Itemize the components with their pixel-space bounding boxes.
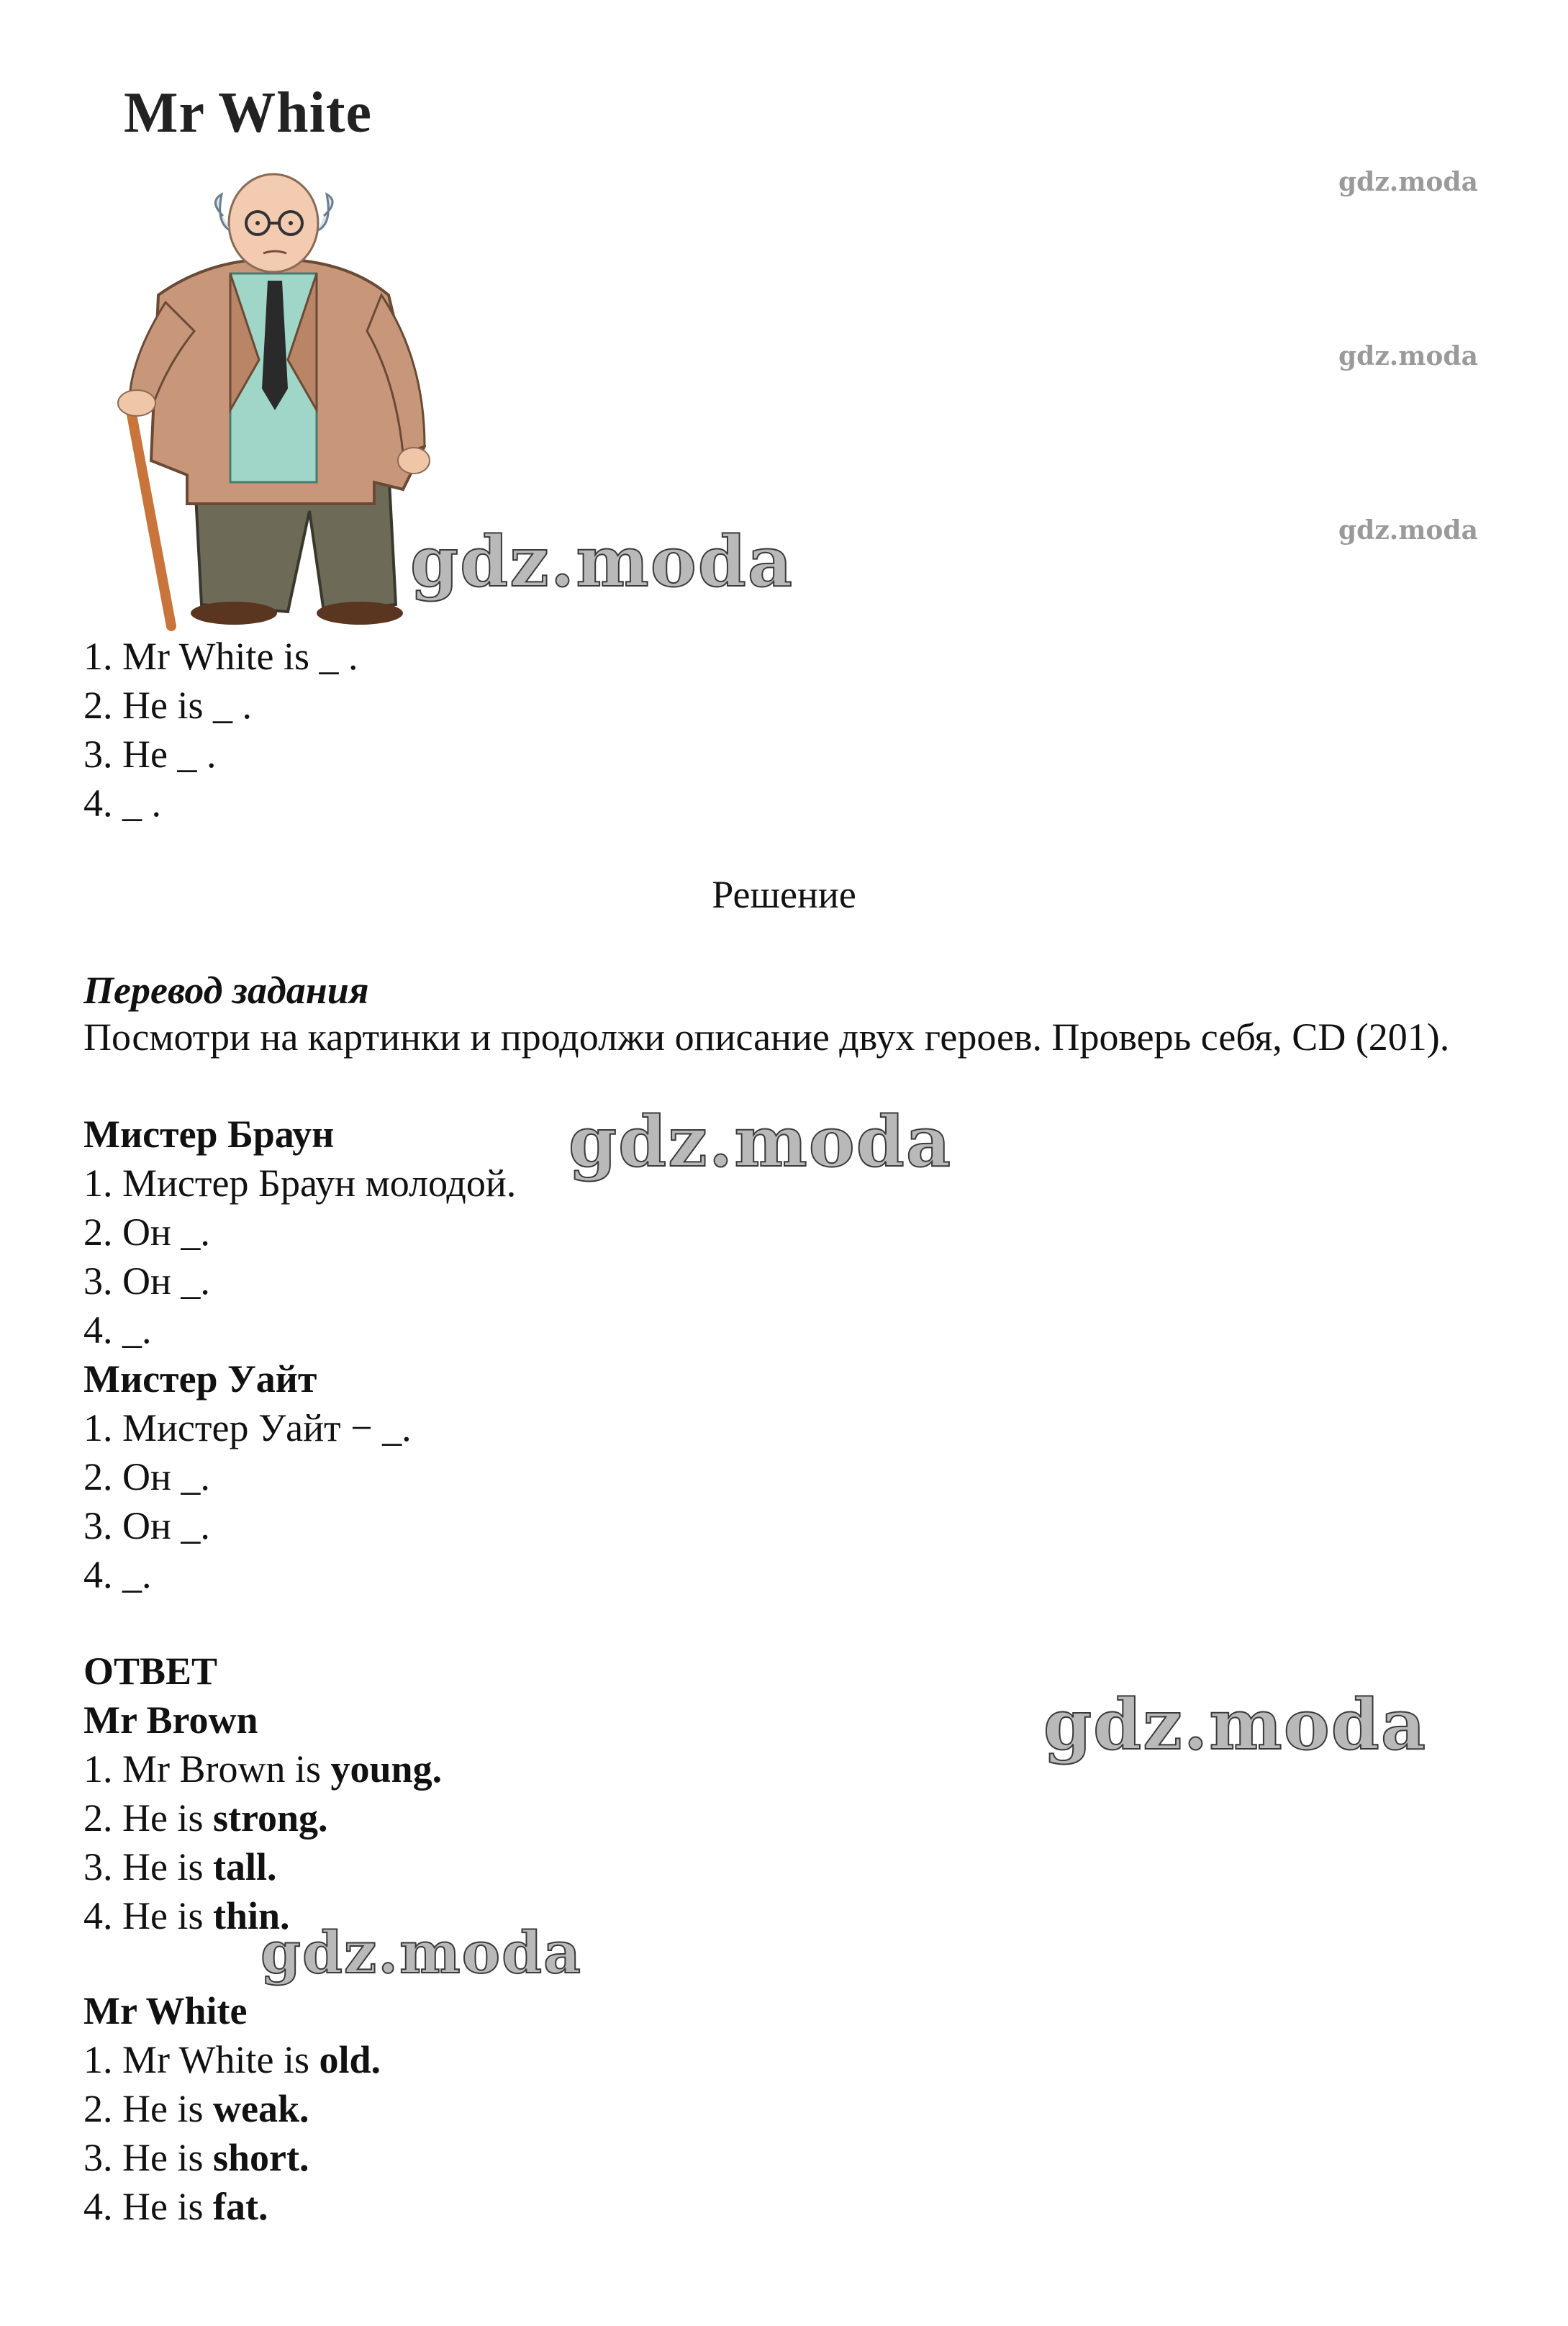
translation-line: 1. Мистер Браун молодой. <box>83 1162 517 1205</box>
translation-line: 2. Он _. <box>83 1455 210 1498</box>
answer-line: 3. He is short. <box>83 2136 309 2179</box>
section-title: Мистер Уайт <box>83 1357 317 1400</box>
answer-word: tall. <box>212 1845 277 1888</box>
answer-line: 4. He is fat. <box>83 2185 268 2228</box>
answer-word: thin. <box>212 1894 290 1937</box>
translation-line: 2. Он _. <box>83 1210 210 1254</box>
translation-line: 3. Он _. <box>83 1504 210 1547</box>
answer-word: old. <box>319 2038 381 2081</box>
section-title: Mr Brown <box>83 1698 258 1742</box>
task-line: 2. He is _ . <box>83 684 252 727</box>
solution-heading: Решение <box>712 873 856 916</box>
answer-line: 1. Mr Brown is young. <box>83 1747 443 1791</box>
watermark: gdz.moda <box>1338 515 1478 546</box>
translation-line: 1. Мистер Уайт − _. <box>83 1406 412 1449</box>
answer-line: 3. He is tall. <box>83 1845 277 1888</box>
answer-word: weak. <box>212 2087 309 2130</box>
translation-line: 4. _. <box>83 1308 152 1352</box>
watermark: gdz.moda <box>568 1101 953 1182</box>
translation-line: 3. Он _. <box>83 1259 210 1303</box>
section-title: Mr White <box>83 1989 248 2032</box>
translation-text: Посмотри на картинки и продолжи описание двух героев. Проверь себя, CD (201). <box>83 1015 1450 1059</box>
answer-word: strong. <box>212 1796 328 1839</box>
answer-line: 1. Mr White is old. <box>83 2038 381 2081</box>
section-title: Мистер Браун <box>83 1113 335 1156</box>
answer-line: 4. He is thin. <box>83 1894 290 1937</box>
watermark: gdz.moda <box>1043 1684 1428 1765</box>
watermark: gdz.moda <box>1338 341 1478 371</box>
watermark: gdz.moda <box>1338 167 1478 197</box>
watermark: gdz.moda <box>260 1919 582 1986</box>
answer-word: young. <box>330 1747 443 1791</box>
task-line: 3. He _ . <box>83 733 217 776</box>
translation-heading: Перевод задания <box>83 969 369 1012</box>
task-line: 4. _ . <box>83 782 161 825</box>
answer-word: short. <box>212 2136 309 2179</box>
watermark: gdz.moda <box>410 521 794 602</box>
answer-line: 2. He is strong. <box>83 1796 328 1839</box>
task-line: 1. Mr White is _ . <box>83 635 358 678</box>
page-title: Mr White <box>124 81 372 145</box>
answer-line: 2. He is weak. <box>83 2087 309 2130</box>
answer-heading: ОТВЕТ <box>83 1650 218 1693</box>
translation-line: 4. _. <box>83 1553 152 1596</box>
answer-word: fat. <box>212 2185 268 2228</box>
